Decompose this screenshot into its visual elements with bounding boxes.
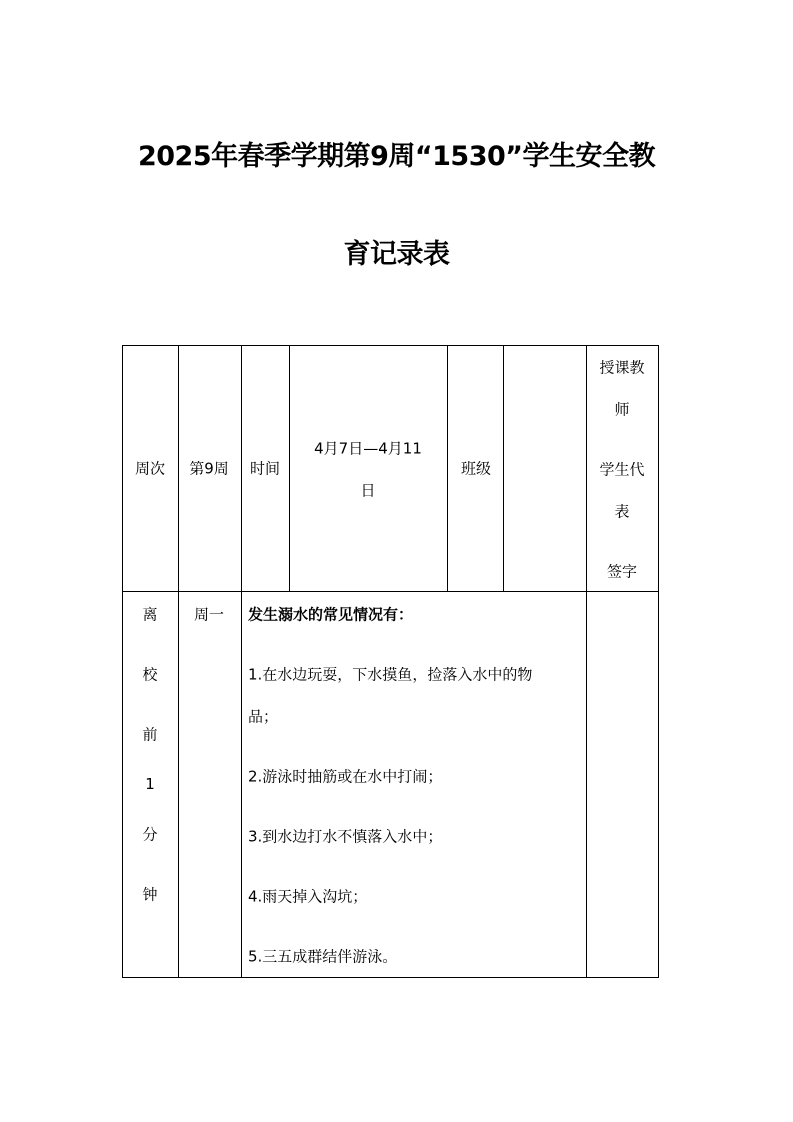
column-divider bbox=[503, 345, 504, 591]
sign-label: 学生代 bbox=[599, 460, 645, 479]
column-divider bbox=[241, 345, 242, 978]
week-label: 周次 bbox=[134, 459, 166, 478]
table-border bbox=[122, 977, 659, 978]
column-divider bbox=[178, 345, 179, 978]
day-label: 周一 bbox=[193, 605, 225, 624]
column-divider bbox=[289, 345, 290, 591]
content-line: 3.到水边打水不慎落入水中； bbox=[248, 827, 443, 846]
category-char: 钟 bbox=[142, 885, 158, 904]
date-line-2: 日 bbox=[360, 481, 376, 500]
date-line-1: 4月7日—4月11 bbox=[314, 439, 422, 458]
title-line-1: 2025年春季学期第9周“1530”学生安全教 bbox=[137, 141, 656, 172]
sign-label: 签字 bbox=[606, 562, 638, 581]
content-line: 2.游泳时抽筋或在水中打闹； bbox=[248, 767, 443, 786]
content-line: 品； bbox=[248, 707, 279, 726]
table-border bbox=[122, 345, 659, 346]
class-label: 班级 bbox=[460, 459, 492, 478]
category-char: 1 bbox=[145, 775, 155, 793]
week-value: 第9周 bbox=[189, 459, 229, 478]
column-divider bbox=[447, 345, 448, 591]
sign-label: 表 bbox=[614, 502, 630, 521]
time-label: 时间 bbox=[249, 459, 281, 478]
title-line-2: 育记录表 bbox=[343, 239, 450, 270]
row-divider bbox=[122, 591, 659, 592]
category-char: 离 bbox=[142, 605, 158, 624]
category-char: 分 bbox=[142, 825, 158, 844]
content-line: 4.雨天掉入沟坑； bbox=[248, 887, 368, 906]
content-heading: 发生溺水的常见情况有： bbox=[248, 605, 414, 624]
column-divider bbox=[586, 345, 587, 978]
sign-label: 师 bbox=[614, 400, 630, 419]
category-char: 前 bbox=[142, 725, 158, 744]
sign-label: 授课教 bbox=[599, 358, 645, 377]
content-line: 1.在水边玩耍，下水摸鱼，捡落入水中的物 bbox=[248, 665, 533, 684]
table-border bbox=[658, 345, 659, 978]
content-line: 5.三五成群结伴游泳。 bbox=[248, 947, 398, 966]
table-border bbox=[122, 345, 123, 978]
category-char: 校 bbox=[142, 665, 158, 684]
